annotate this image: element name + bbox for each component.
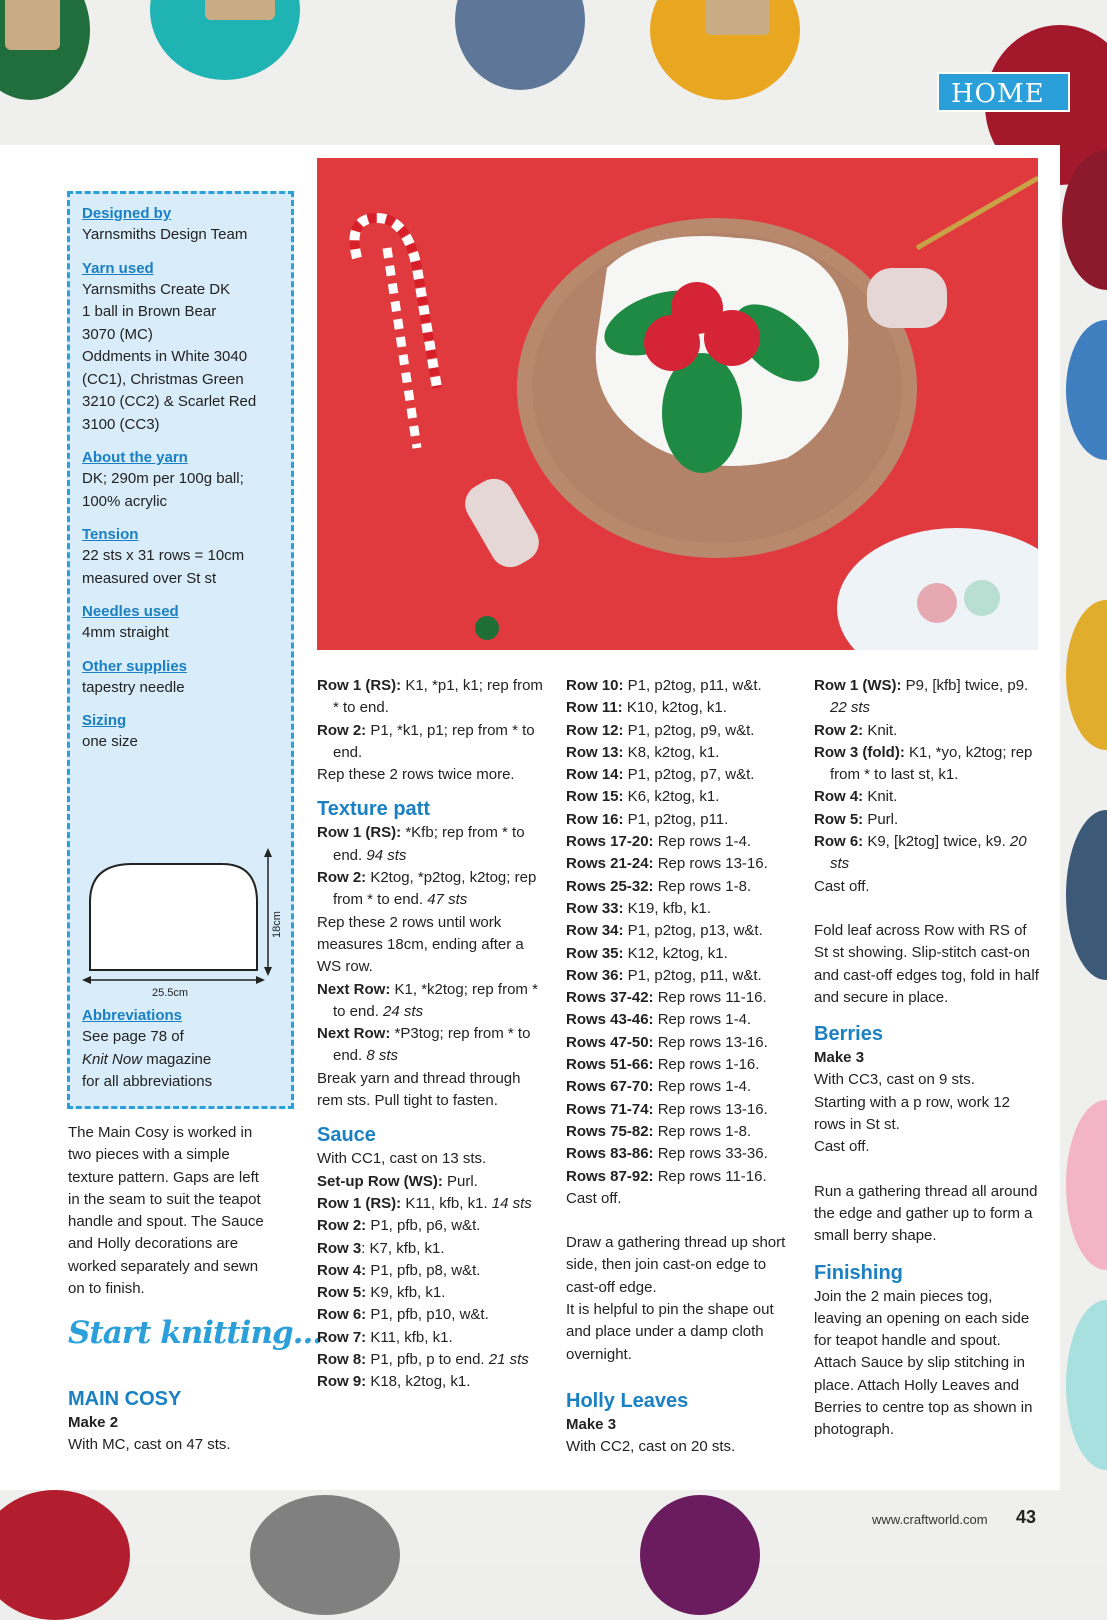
holly-row: Row 3 (fold): K1, *yo, k2tog; rep from * to last st, k1. [814,743,1033,784]
sauce-row: Row 6: P1, pfb, p10, w&t. [317,1306,489,1324]
designed-by-text: Yarnsmiths Design Team [82,226,248,243]
holly-row: Row 4: Knit. [814,788,898,806]
sauce-row: Row 12: P1, p2tog, p9, w&t. [566,721,755,739]
intro-text: The Main Cosy is worked in two pieces with a simple texture pattern. Gaps are left in the seam to suit the teapot handle and spout. The Sauce and Holly decorations are worked separately and sewn on to finish. [68,1124,264,1298]
sauce-row: Set-up Row (WS): Purl. [317,1172,478,1190]
sizing-heading: Sizing [82,712,127,729]
holly-row: Row 6: K9, [k2tog] twice, k9. 20 sts [814,833,1027,873]
sauce-row: Row 8: P1, pfb, p to end. 21 sts [317,1351,529,1369]
sauce-row: Row 7: K11, kfb, k1. [317,1328,453,1346]
info-box [67,191,294,1109]
main-cosy-heading: MAIN COSY [68,1388,182,1410]
sauce-row: Row 36: P1, p2tog, p11, w&t. [566,966,762,984]
sauce-row: Row 4: P1, pfb, p8, w&t. [317,1261,481,1279]
sauce-row: Rows 87-92: Rep rows 11-16. [566,1167,767,1185]
yarn-used-line: 1 ball in Brown Bear [82,303,217,320]
needles-text: 4mm straight [82,624,169,641]
yarn-used-line: Yarnsmiths Create DK [82,280,231,298]
berries-cast-off: Cast off. [814,1138,870,1156]
sauce-row: Rows 43-46: Rep rows 1-4. [566,1011,752,1029]
teapot-cosy-photo [317,158,1038,650]
holly-cast-off: Cast off. [814,877,870,895]
main-row-2: Row 2: P1, *k1, p1; rep from * to end. [317,721,535,761]
sauce-row: Row 35: K12, k2tog, k1. [566,944,728,962]
texture-next-row-1: Next Row: K1, *k2tog; rep from * to end. 24 sts [317,980,538,1020]
sauce-row: Row 3: K7, kfb, k1. [317,1239,445,1257]
sauce-row: Rows 25-32: Rep rows 1-8. [566,877,752,895]
sauce-row: Row 9: K18, k2tog, k1. [317,1373,471,1391]
holly-row: Row 1 (WS): P9, [kfb] twice, p9. 22 sts [814,677,1029,717]
sizing-text: one size [82,733,138,750]
main-repeat-text: Rep these 2 rows twice more. [317,766,515,784]
section-tab-home[interactable]: HOME [937,72,1070,112]
sauce-row: Row 16: P1, p2tog, p11. [566,810,729,828]
main-cosy-cast-on: With MC, cast on 47 sts. [68,1436,231,1454]
yarn-used-line: (CC1), Christmas Green [82,370,244,388]
berries-work-text: Starting with a p row, work 12 rows in St st. [814,1093,1010,1134]
sauce-row: Rows 51-66: Rep rows 1-16. [566,1056,760,1074]
sauce-row: Row 1 (RS): K11, kfb, k1. 14 sts [317,1194,532,1212]
page-number: 43 [1016,1507,1037,1527]
sauce-row: Rows 47-50: Rep rows 13-16. [566,1033,768,1051]
main-cosy-section [68,1386,298,1457]
column-4 [814,675,1042,1442]
sauce-row: Rows 75-82: Rep rows 1-8. [566,1122,752,1140]
sauce-row: Row 15: K6, k2tog, k1. [566,788,720,806]
column-3 [566,675,794,1459]
sauce-row: Row 13: K8, k2tog, k1. [566,743,720,761]
holly-fold-text: Fold leaf across Row with RS of St st showing. Slip-stitch cast-on and cast-off edges tog, fold in half and secure in place. [814,921,1039,1006]
sauce-pin-text: It is helpful to pin the shape out and place under a damp cloth overnight. [566,1301,774,1363]
finishing-heading: Finishing [814,1261,903,1284]
yarn-ball-purple-bottom [640,1495,760,1615]
size-diagram [82,842,287,1002]
abbreviations-line: Knit Now magazine [82,1050,212,1068]
width-label: 25.5cm [152,987,189,999]
tension-heading: Tension [82,526,139,543]
sauce-row: Row 11: K10, k2tog, k1. [566,699,727,717]
sauce-row: Rows 21-24: Rep rows 13-16. [566,855,768,873]
supplies-heading: Other supplies [82,657,188,675]
yarn-used-line: Oddments in White 3040 [82,348,248,365]
texture-row-2: Row 2: K2tog, *p2tog, k2tog; rep from * to end. 47 sts [317,869,537,909]
abbreviations-line: for all abbreviations [82,1073,213,1090]
sauce-row: Rows 37-42: Rep rows 11-16. [566,989,767,1007]
tension-line: measured over St st [82,569,217,587]
holly-make: Make 3 [566,1415,617,1433]
holly-cast-on: With CC2, cast on 20 sts. [566,1438,736,1456]
sauce-heading: Sauce [317,1124,376,1147]
about-yarn-line: 100% acrylic [82,492,168,510]
texture-next-row-2: Next Row: *P3tog; rep from * to end. 8 sts [317,1025,531,1065]
yarn-used-line: 3070 (MC) [82,325,153,343]
sauce-row: Row 5: K9, kfb, k1. [317,1284,446,1302]
abbreviations-line: See page 78 of [82,1028,184,1045]
texture-finish-text: Break yarn and thread through rem sts. Pull tight to fasten. [317,1069,521,1110]
sauce-row: Rows 83-86: Rep rows 33-36. [566,1145,768,1163]
abbreviations-heading: Abbreviations [82,1007,183,1024]
about-yarn-heading: About the yarn [82,449,188,466]
texture-heading: Texture patt [317,798,430,821]
texture-repeat-text: Rep these 2 rows until work measures 18cm, ending after a WS row. [317,913,524,976]
main-cosy-make: Make 2 [68,1414,119,1431]
supplies-text: tapestry needle [82,678,185,696]
sauce-row: Row 33: K19, kfb, k1. [566,899,712,917]
sauce-row: Row 10: P1, p2tog, p11, w&t. [566,677,762,694]
sauce-gather-text: Draw a gathering thread up short side, then join cast-on edge to cast-off edge. [566,1234,786,1296]
texture-row-1: Row 1 (RS): *Kfb; rep from * to end. 94 sts [317,824,525,864]
sauce-row: Row 2: P1, pfb, p6, w&t. [317,1217,481,1235]
height-label: 18cm [271,911,283,938]
yarn-used-heading: Yarn used [82,259,154,277]
sauce-row: Row 14: P1, p2tog, p7, w&t. [566,766,755,784]
designed-by-heading: Designed by [82,205,172,222]
needles-heading: Needles used [82,603,179,620]
holly-row: Row 5: Purl. [814,810,899,828]
finishing-text: Join the 2 main pieces tog, leaving an opening on each side for teapot handle and spout. Attach Sauce by slip stitching in place. Attach Holly Leaves and Berries to centre top as shown in photograph. [814,1287,1033,1439]
berries-gather-text: Run a gathering thread all around the edge and gather up to form a small berry shape. [814,1182,1038,1245]
sauce-cast-on: With CC1, cast on 13 sts. [317,1150,487,1168]
berries-cast-on: With CC3, cast on 9 sts. [814,1071,975,1089]
start-knitting-heading: Start knitting... [68,1315,323,1351]
yarn-used-line: 3100 (CC3) [82,415,160,433]
yarn-backdrop-bottom [0,1490,1107,1565]
yarn-used-line: 3210 (CC2) & Scarlet Red [82,393,257,410]
holly-row: Row 2: Knit. [814,721,898,739]
column-2 [317,675,545,1394]
sauce-row: Row 34: P1, p2tog, p13, w&t. [566,922,763,940]
about-yarn-line: DK; 290m per 100g ball; [82,470,244,487]
tension-line: 22 sts x 31 rows = 10cm [82,547,245,564]
sauce-row: Rows 71-74: Rep rows 13-16. [566,1100,768,1118]
berries-heading: Berries [814,1023,883,1046]
holly-heading: Holly Leaves [566,1389,689,1412]
footer-url[interactable]: www.craftworld.com [872,1512,988,1527]
berries-make: Make 3 [814,1049,865,1067]
main-row-1: Row 1 (RS): K1, *p1, k1; rep from * to end. [317,677,543,717]
sauce-row: Rows 67-70: Rep rows 1-4. [566,1078,752,1096]
yarn-ball-grey-bottom [250,1495,400,1615]
sauce-cast-off: Cast off. [566,1189,622,1207]
sauce-row: Rows 17-20: Rep rows 1-4. [566,833,752,851]
